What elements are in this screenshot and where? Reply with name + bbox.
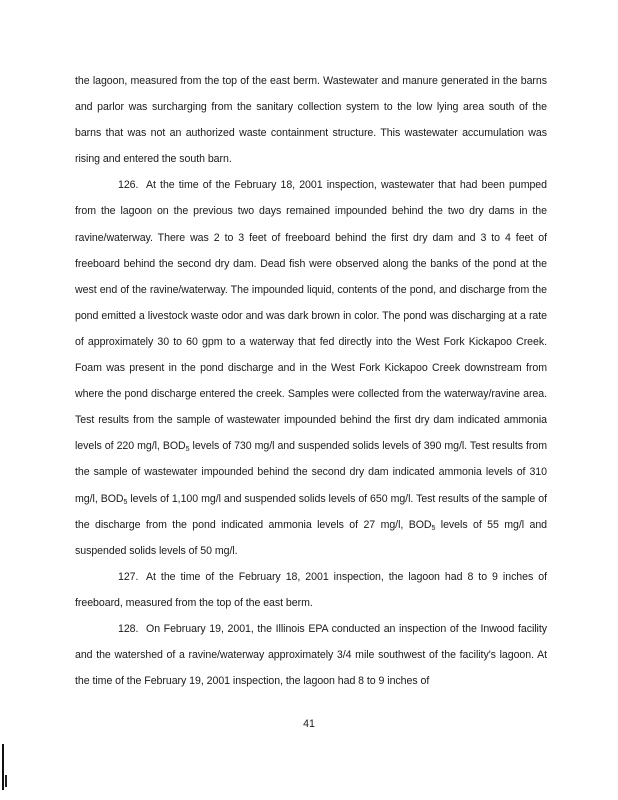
- paragraph-continuation: the lagoon, measured from the top of the east berm. Wastewater and manure generated in the barns and parlor was surcharging from the sanitary collection system to the low lying area south of the barns that was not an authorized waste containment structure. This wastewater accumulation was rising and entered the south barn.: [75, 75, 547, 166]
- paragraph-128: [75, 616, 547, 694]
- paragraph-126: [75, 172, 547, 563]
- subscript-5: 5: [185, 446, 190, 454]
- paragraph-text: At the time of the February 18, 2001 inspection, wastewater that had been pumped from the lagoon on the previous two days remained impounded behind the two dry dams in the ravine/waterway. There was 2 to 3 feet of freeboard behind the first dry dam and 3 to 4 feet of freeboard behind the second dry dam. Dead fish were observed along the banks of the pond at the west end of the ravine/waterway. The impounded liquid, contents of the pond, and discharge from the pond emitted a livestock waste odor and was dark brown in color. The pond was discharging at a rate of approximately 30 to 60 gpm to a waterway that fed directly into the West Fork Kickapoo Creek. Foam was present in the pond discharge and in the West Fork Kickapoo Creek downstream from where the pond discharge entered the creek. Samples were collected from the waterway/ravine area. Test results from the sample of wastewater impounded behind the first dry dam indicated ammonia levels of 220 mg/l, BOD: [75, 179, 547, 453]
- scan-artifact: [2, 744, 4, 790]
- body-text: [75, 68, 547, 694]
- paragraph-text: levels of 730 mg/l and suspended solids levels of 390 mg/l. Test results from the sample of wastewater impounded behind the second dry dam indicated ammonia levels of 310 mg/l, BOD: [75, 440, 547, 505]
- paragraph-number: 127.: [118, 570, 139, 583]
- paragraph-text: levels of 1,100 mg/l and suspended solids levels of 650 mg/l. Test results of the sample of the discharge from the pond indicated ammonia levels of 27 mg/l, BOD: [75, 492, 547, 531]
- paragraph-text: On February 19, 2001, the Illinois EPA conducted an inspection of the Inwood facility and the watershed of a ravine/waterway approximately 3/4 mile southwest of the facility's lagoon. At the time of the February 19, 2001 inspection, the lagoon had 8 to 9 inches of: [75, 622, 547, 688]
- paragraph-text: levels of 55 mg/l and suspended solids levels of 50 mg/l.: [75, 518, 547, 557]
- subscript-5: 5: [123, 498, 128, 506]
- paragraph-number: 126.: [118, 179, 139, 192]
- paragraph-127: [75, 564, 547, 616]
- scan-artifact: [5, 775, 7, 787]
- page-number: 41: [303, 718, 315, 730]
- paragraph-text: At the time of the February 18, 2001 inspection, the lagoon had 8 to 9 inches of freeboard, measured from the top of the east berm.: [75, 570, 547, 609]
- subscript-5: 5: [431, 524, 436, 532]
- paragraph-number: 128.: [118, 622, 139, 635]
